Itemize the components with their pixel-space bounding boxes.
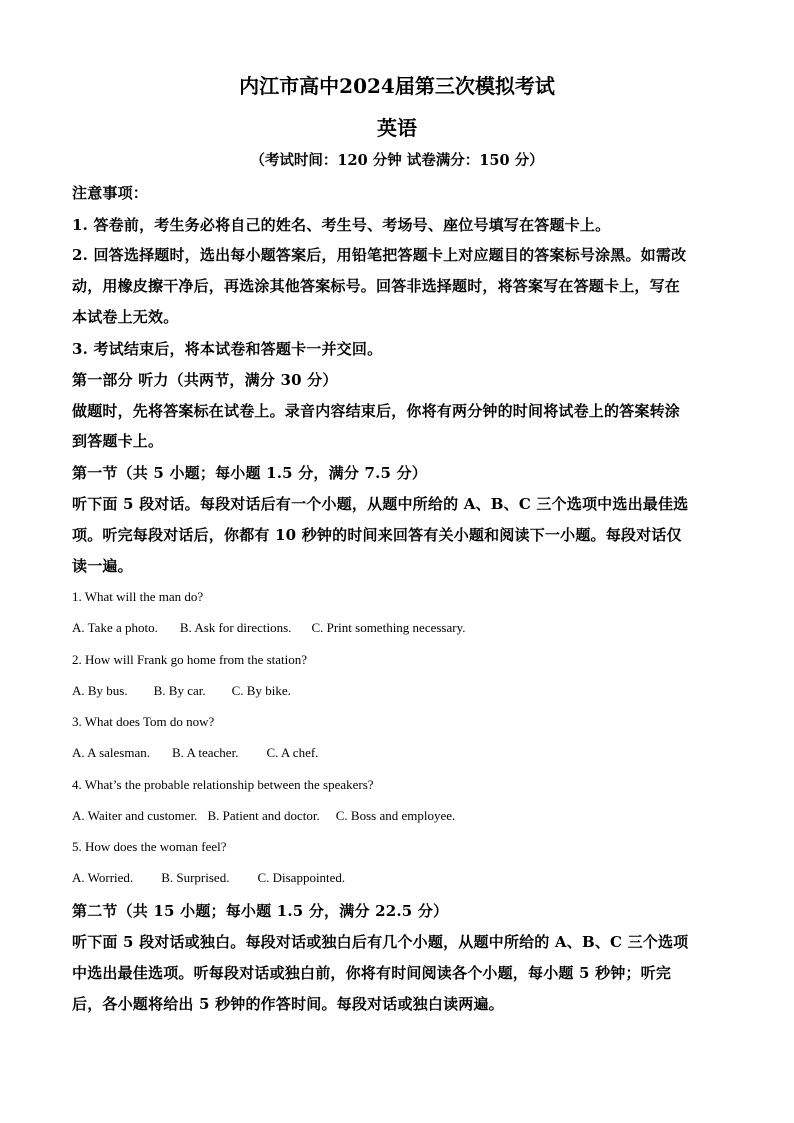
question-4: 4. What’s the probable relationship between the speakers? (72, 777, 374, 792)
question-1-option-b: B. Ask for directions. (179, 620, 292, 635)
notes-item-1: 1. 答卷前，考生务必将自己的姓名、考生号、考场号、座位号填写在答题卡上。 (72, 216, 611, 234)
notes-item-3: 3. 考试结束后，将本试卷和答题卡一并交回。 (72, 340, 383, 358)
question-4-option-a: A. Waiter and customer. (72, 808, 198, 823)
question-5-option-c: C. Disappointed. (257, 870, 346, 885)
question-3: 3. What does Tom do now? (72, 714, 215, 729)
section2-instruction-line-1: 听下面 5 段对话或独白。每段对话或独白后有几个小题，从题中所给的 A、B、C 三个选项 (72, 933, 689, 951)
section1-instruction-line-1: 听下面 5 段对话。每段对话后有一个小题，从题中所给的 A、B、C 三个选项中选出最佳选 (72, 495, 689, 513)
notes-heading: 注意事项： (72, 184, 149, 202)
section2-instruction-line-3: 后，各小题将给出 5 秒钟的作答时间。每段对话或独白读两遍。 (72, 995, 504, 1013)
question-2-option-c: C. By bike. (231, 683, 291, 698)
question-3-options (72, 745, 318, 761)
question-1: 1. What will the man do? (72, 589, 204, 604)
notes-item-2-line-2: 动，用橡皮擦干净后，再选涂其他答案标号。回答非选择题时，将答案写在答题卡上，写在 (72, 277, 681, 295)
question-5-option-a: A. Worried. (72, 870, 134, 885)
question-1-options (72, 620, 466, 636)
question-4-option-b: B. Patient and doctor. (207, 808, 320, 823)
notes-item-2-line-3: 本试卷上无效。 (72, 308, 179, 326)
question-1-option-a: A. Take a photo. (72, 620, 158, 635)
section2-instruction-line-2: 中选出最佳选项。听每段对话或独白前，你将有时间阅读各个小题，每小题 5 秒钟；听完 (72, 964, 672, 982)
exam-duration: （考试时间：120 分钟 试卷满分：150 分） (250, 152, 544, 169)
section1-instruction-line-2: 项。听完每段对话后，你都有 10 秒钟的时间来回答有关小题和阅读下一小题。每段对话仅 (72, 526, 682, 544)
part1-heading: 第一部分 听力（共两节，满分 30 分） (72, 371, 338, 389)
question-2-option-a: A. By bus. (72, 683, 128, 698)
question-5-options (72, 870, 345, 886)
question-5: 5. How does the woman feel? (72, 839, 227, 854)
question-4-option-c: C. Boss and employee. (335, 808, 456, 823)
question-2-options (72, 683, 291, 699)
question-5-option-b: B. Surprised. (161, 870, 230, 885)
exam-subject: 英语 (377, 116, 417, 140)
question-3-option-c: C. A chef. (266, 745, 319, 760)
section1-heading: 第一节（共 5 小题；每小题 1.5 分，满分 7.5 分） (72, 464, 427, 482)
part1-instruction-line-2: 到答题卡上。 (72, 432, 164, 450)
section1-instruction-line-3: 读一遍。 (72, 557, 133, 575)
question-2: 2. How will Frank go home from the station? (72, 652, 308, 667)
question-1-option-c: C. Print something necessary. (311, 620, 466, 635)
exam-title: 内江市高中2024届第三次模拟考试 (239, 74, 555, 98)
question-3-option-b: B. A teacher. (172, 745, 239, 760)
question-3-option-a: A. A salesman. (72, 745, 150, 760)
notes-item-2-line-1: 2. 回答选择题时，选出每小题答案后，用铅笔把答题卡上对应题目的答案标号涂黑。如需改 (72, 246, 687, 264)
question-2-option-b: B. By car. (153, 683, 206, 698)
section2-heading: 第二节（共 15 小题；每小题 1.5 分，满分 22.5 分） (72, 902, 449, 920)
part1-instruction-line-1: 做题时，先将答案标在试卷上。录音内容结束后，你将有两分钟的时间将试卷上的答案转涂 (72, 402, 681, 420)
question-4-options (72, 808, 455, 824)
